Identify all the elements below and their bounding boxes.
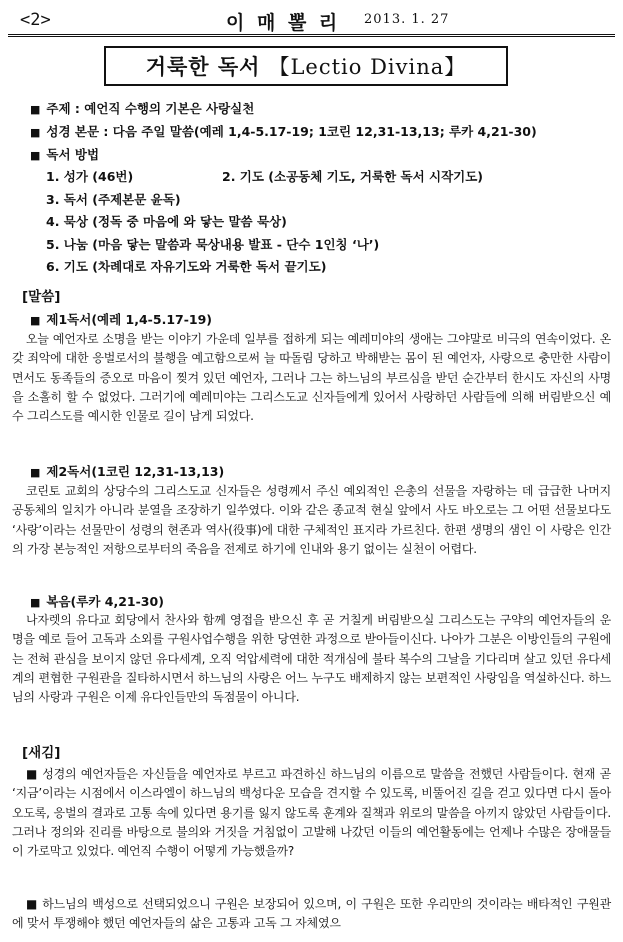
issue-date: 2013. 1. 27	[364, 12, 450, 27]
gospel-text: 나자렛의 유다교 회당에서 찬사와 함께 영접을 받으신 후 곧 거칠게 버림받으실 그리스도는 구약의 예언자들의 운명을 예로 들어 고독과 소외를 구원사업수행을 위한 당연한 과정으로 받아들이신다. 나아가 그분은 이방인들의 구원에는 전혀 관심을 보이지 않던 유다세계, 오직 억압세력에 대한 적개심에 불타 복수의 그날을 기다리며 살고 있던 유다세계의 편협한 구원관을 질타하시면서 하느님의 사랑은 어느 누구도 배제하지 않는 보편적인 사랑임을 역설하신다. 하느님의 사랑과 구원은 이제 유다인들만의 독점물이 아니다.	[12, 613, 611, 705]
reflection-paragraph-2: ■ 하느님의 백성으로 선택되었으니 구원은 보장되어 있으며, 이 구원은 또한 우리만의 것이라는 배타적인 구원관에 맞서 투쟁해야 했던 예언자들의 삶은 고통과 고독 그 자체였으	[12, 897, 611, 931]
gospel-heading: ■ 복음(루카 4,21-30)	[30, 592, 164, 610]
scripture-line: ■ 성경 본문 : 다음 주일 말씀(예레 1,4-5.17-19; 1코린 12,31-13,13; 루카 4,21-30)	[30, 122, 537, 140]
method-step-6: 6. 기도 (차례대로 자유기도와 거룩한 독서 끝기도)	[46, 259, 327, 274]
reading2-heading: ■ 제2독서(1코린 12,31-13,13)	[30, 462, 224, 480]
reading1-heading: ■ 제1독서(예레 1,4-5.17-19)	[30, 310, 212, 328]
title-korean: 거룩한 독서	[145, 55, 261, 79]
method-step-1: 1. 성가 (46번)	[46, 169, 134, 184]
reflection-section-heading: [새김]	[22, 745, 61, 761]
word-section-heading: [말씀]	[22, 289, 61, 305]
method-step-3: 3. 독서 (주제본문 윤독)	[46, 192, 181, 207]
method-step-5: 5. 나눔 (마음 닿는 말씀과 묵상내용 발표 - 단수 1인칭 ‘나’)	[46, 237, 380, 252]
page-number: <2>	[20, 10, 51, 30]
reading2-text: 코린토 교회의 상당수의 그리스도교 신자들은 성령께서 주신 예외적인 은총의 선물을 자랑하는 데 급급한 나머지 공동체의 일치가 아니라 분열을 조장하기 일쑤였다. 이와 같은 종교적 현실 앞에서 사도 바오로는 그 어떤 선물보다도 ‘사랑’이라는 선물만이 성령의 현존과 역사(役事)에 대한 구체적인 표지라 가르친다. 한편 생명의 샘인 이 사랑은 인간의 가장 본능적인 저항으로부터의 죽음을 전제로 하기에 인내와 용기 없이는 실천이 어렵다.	[12, 484, 611, 556]
theme-line: ■ 주제 : 예언직 수행의 기본은 사랑실천	[30, 99, 254, 117]
page-header	[8, 6, 615, 36]
method-heading: ■ 독서 방법	[30, 145, 99, 163]
title-latin: 【Lectio Divina】	[268, 55, 467, 79]
header-divider	[8, 34, 615, 37]
reading1-text: 오늘 예언자로 소명을 받는 이야기 가운데 일부를 접하게 되는 예레미야의 생애는 그야말로 비극의 연속이었다. 온갖 죄악에 대한 응벌로서의 불행을 예고함으로써 늘 따돌림 당하고 박해받는 몸이 된 예언자, 사랑으로 충만한 사람이면서도 동족들의 증오로 마음이 찢겨 있던 예언자, 그러나 그는 하느님의 부르심을 받던 순간부터 한시도 자신의 사명을 소홀히 할 수 없었다. 그러기에 예레미야는 그리스도교 신자들에게 있어서 사랑하던 사람들에 의해 버림받으신 예수 그리스도를 예시한 인물로 길이 남게 되었다.	[12, 332, 611, 424]
document-title	[104, 46, 508, 86]
reflection-paragraph-1: ■ 성경의 예언자들은 자신들을 예언자로 부르고 파견하신 하느님의 이름으로 말씀을 전했던 사람들이다. 현재 곧 ‘지금’이라는 시점에서 이스라엘이 하느님의 백성다운 모습을 견지할 수 있도록, 비뚤어진 길을 걷고 있다면 다시 돌아오도록, 응벌의 결과로 고통 속에 있다면 용기를 잃지 않도록 훈계와 질책과 위로의 말씀을 아끼지 않았던 사람들이다. 그러나 정의와 진리를 바탕으로 불의와 거짓을 거침없이 고발해 나갔던 이들의 예언활동에는 언제나 수많은 장애물들이 가로막고 있었다. 예언직 수행이 어떻게 가능했을까?	[12, 767, 611, 859]
method-step-4: 4. 묵상 (정독 중 마음에 와 닿는 말씀 묵상)	[46, 214, 287, 229]
newsletter-name: 이 매 뽈 리	[226, 12, 341, 34]
method-step-2: 2. 기도 (소공동체 기도, 거룩한 독서 시작기도)	[222, 169, 484, 184]
